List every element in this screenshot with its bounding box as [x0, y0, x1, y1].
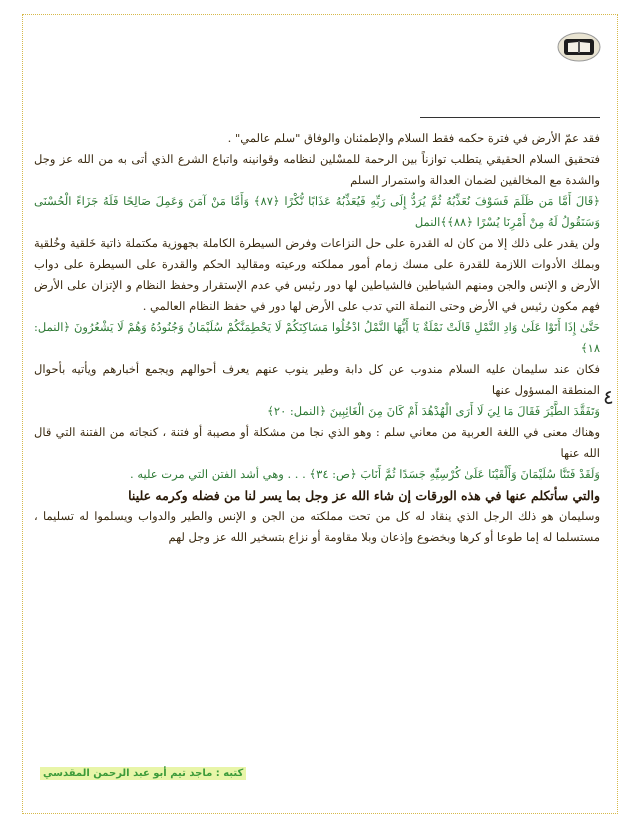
- top-divider: [420, 117, 600, 118]
- page-number: ٤: [603, 385, 614, 409]
- quran-verse: ﴿قَالَ أَمَّا مَن ظَلَمَ فَسَوْفَ نُعَذِّبُهُ ثُمَّ يُرَدُّ إِلَى رَبِّهِ فَيُعَذِّبُهُ عَذَابًا نُّكْرًا ﴿٨٧﴾ وَأَمَّا مَنْ آمَنَ وَعَمِلَ صَالِحًا فَلَهُ جَزَاءً الْحُسْنَى وَسَنَقُولُ لَهُ مِنْ أَمْرِنَا يُسْرًا ﴿٨٨﴾﴾النمل: [34, 194, 600, 229]
- paragraph: ولن يقدر على ذلك إلا من كان له القدرة على حل النزاعات وفرض السيطرة الكاملة بجهوزية مكتملة ذاتية خَلقية وخُلقية وبملك الأدوات اللازمة للقدرة على مسك زمام أمور مملكته ورعيته ومقاليد الحكم والقدرة على السيطرة على دواب الأرض و الإنس والجن ومنهم الشياطين فالشياطين لها دور رئيس في عدم الإستقرار وحفظ النظام و الإتزان على الأرض فهم مكون رئيس في الأرض وحتى النملة التي تدب على الأرض لها دور في حفظ النظام العالمي .: [34, 236, 600, 313]
- paragraph: وهناك معنى في اللغة العربية من معاني سلم : وهو الذي نجا من مشكلة أو مصيبة أو فتنة ، كنجاته من الفتنة التي قال الله عنها: [34, 425, 600, 460]
- paragraph: فقد عمّ الأرض في فترة حكمه فقط السلام والإطمئنان والوفاق "سلم عالمي" .: [227, 131, 600, 145]
- paragraph: فكان عند سليمان عليه السلام مندوب عن كل دابة وطير ينوب عنهم يعرف أحوالهم ويجمع أخبارهم ويأتيه بأحوال المنطقة المسؤول عنها: [34, 362, 600, 397]
- document-body: [34, 128, 600, 548]
- quran-verse: وَتَفَقَّدَ الطَّيْرَ فَقَالَ مَا لِيَ لَا أَرَى الْهُدْهُدَ أَمْ كَانَ مِنَ الْغَائِبِينَ ﴿النمل: ٢٠﴾: [267, 404, 600, 418]
- paragraph: وسليمان هو ذلك الرجل الذي ينقاد له كل من تحت مملكته من الجن و الإنس والطير والدواب ويسلموا له تسليما ، مستسلما له إما طوعا أو كرها وبخضوع وإذعان وبلا مقاومة أو نزاع بتسخير الله عز وجل لهم: [34, 509, 600, 544]
- author-signature: كتبه : ماجد تيم أبو عبد الرحمن المقدسي: [40, 767, 246, 780]
- quran-verse: حَتَّىٰ إِذَا أَتَوْا عَلَىٰ وَادِ النَّمْلِ قَالَتْ نَمْلَةٌ يَا أَيُّهَا النَّمْلُ ادْخُلُوا مَسَاكِنَكُمْ لَا يَحْطِمَنَّكُمْ سُلَيْمَانُ وَجُنُودُهُ وَهُمْ لَا يَشْعُرُونَ ﴿النمل: ١٨﴾: [34, 320, 600, 355]
- quran-verse: وَلَقَدْ فَتَنَّا سُلَيْمَانَ وَأَلْقَيْنَا عَلَىٰ كُرْسِيِّهِ جَسَدًا ثُمَّ أَنَابَ ﴿ص: ٣٤﴾ . . . وهي أشد الفتن التي مرت عليه .: [130, 467, 600, 481]
- paragraph: فتحقيق السلام الحقيقي يتطلب توازناً بين الرحمة للمسْلين لنظامه وقوانينه واتباع الشرع الذي أتى به من الله عز وجل والشدة مع المخالفين لضمان العدالة واستمرار السلم: [34, 152, 600, 187]
- book-icon: [556, 30, 602, 64]
- bold-heading-line: والتي سأتكلم عنها في هذه الورقات إن شاء الله عز وجل بما يسر لنا من فضله وكرمه علينا: [128, 488, 600, 503]
